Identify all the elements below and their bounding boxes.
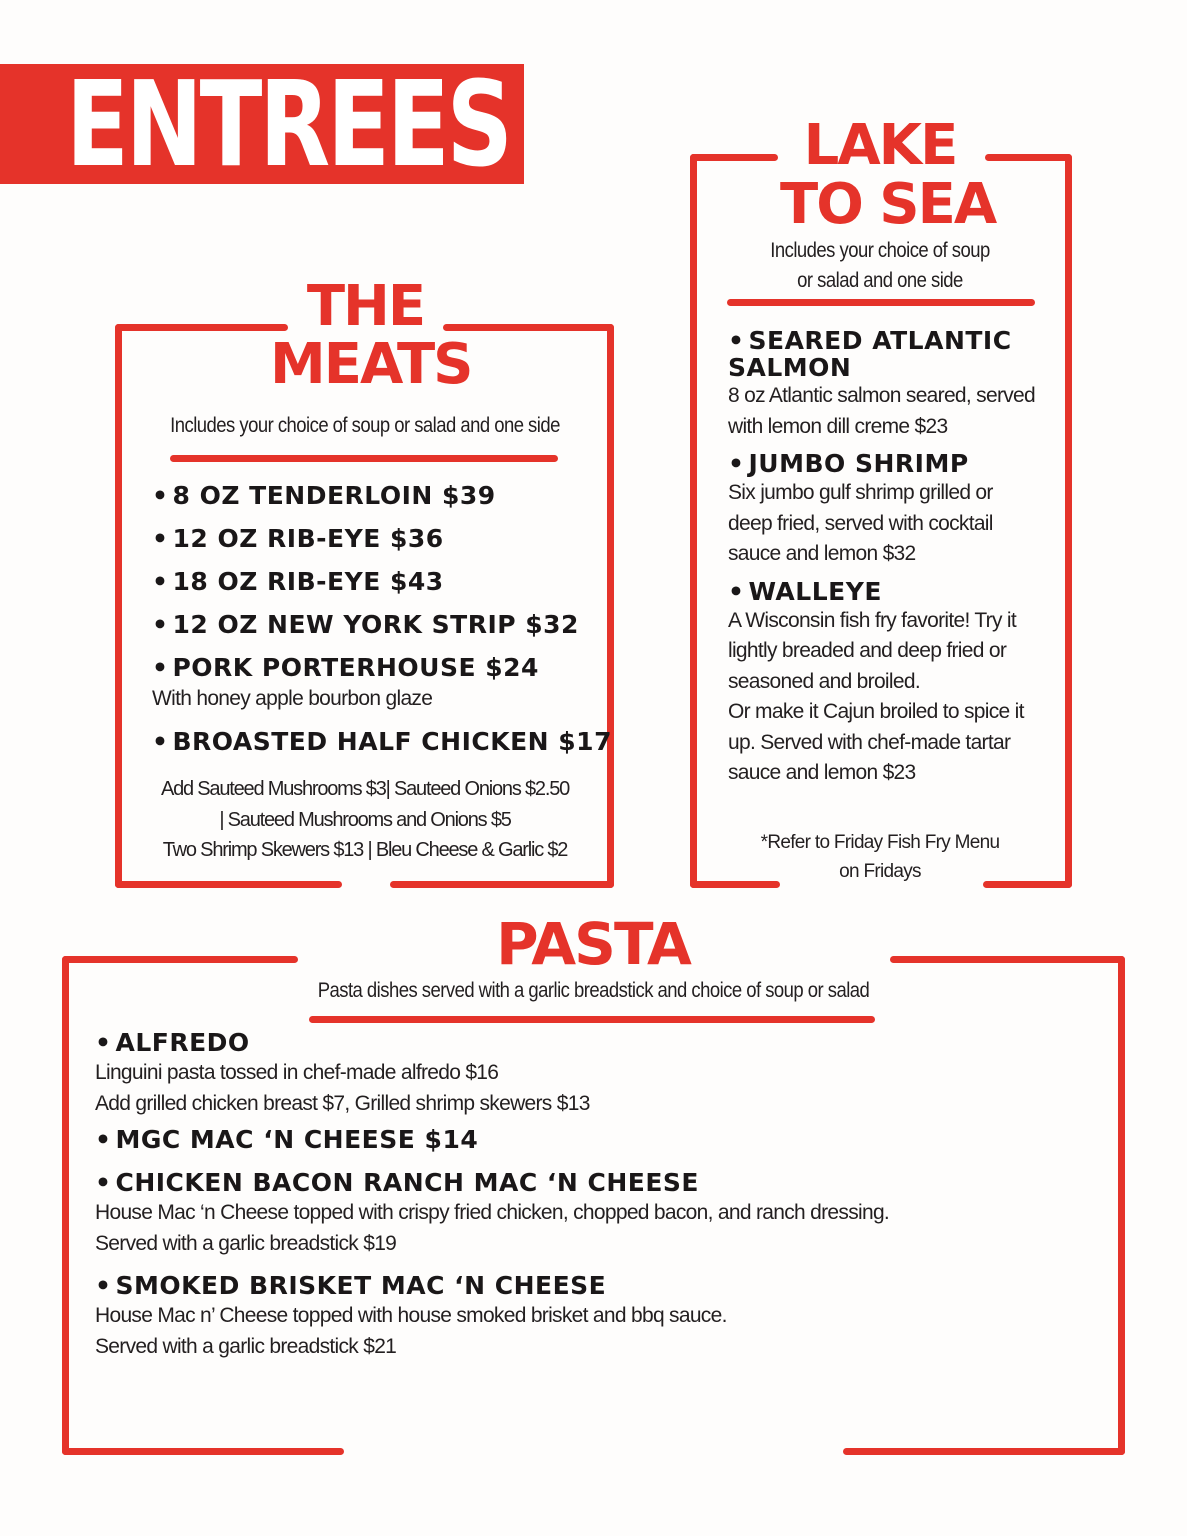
meats-frame-top-right [443,324,614,331]
menu-item-description: House Mac n’ Cheese topped with house smoked brisket and bbq sauce. Served with a garlic breadstick $21 [95,1304,727,1358]
menu-item-title: • MGC MAC ‘N CHEESE $14 [95,1125,479,1154]
menu-item-title: • 12 OZ NEW YORK STRIP $32 [152,610,579,639]
bullet-icon: • [152,727,169,756]
meats-title-line2: MEATS [270,332,472,397]
menu-item-title: SALMON [728,353,852,382]
pasta-frame-top-right [890,956,1125,963]
menu-item-description: 8 oz Atlantic salmon seared, served with lemon dill creme $23 [728,384,1036,438]
addon-line: | Sauteed Mushrooms and Onions $5 [219,808,511,831]
bullet-icon: • [152,481,169,510]
page-title: ENTREES [66,55,510,193]
addon-line: Two Shrimp Skewers $13 | Bleu Cheese & Garlic $2 [162,839,568,861]
sea-subtitle: Includes your choice of soup or salad and one side [770,239,990,292]
pasta-subtitle: Pasta dishes served with a garlic breadstick and choice of soup or salad [317,979,870,1002]
pasta-frame-bottom-left [62,1448,344,1455]
menu-item-title: • PORK PORTERHOUSE $24 [152,653,539,682]
sea-frame-top-right [985,154,1072,161]
bullet-icon: • [728,576,745,606]
bullet-icon: • [95,1168,112,1197]
pasta-frame-left [62,956,69,1455]
pasta-frame-bottom-right [843,1448,1125,1455]
meats-frame-bottom-left [115,881,342,888]
bullet-icon: • [728,326,745,355]
meats-frame-top-left [115,324,288,331]
bullet-icon: • [728,449,745,478]
menu-item-title: • SMOKED BRISKET MAC ‘N CHEESE [95,1271,607,1300]
menu-item-title: • SEARED ATLANTIC [728,326,1012,355]
sea-frame-right [1065,154,1072,888]
menu-item-description: A Wisconsin fish fry favorite! Try it lightly breaded and deep fried or seasoned and broiled. Or make it Cajun broiled to spice it up. Served with chef-made tartar sauce and lemon $23 [728,608,1024,784]
menu-item-title: • 8 OZ TENDERLOIN $39 [152,481,496,510]
menu-item-description: With honey apple bourbon glaze [152,687,433,710]
menu-item-description: House Mac ‘n Cheese topped with crispy fried chicken, chopped bacon, and ranch dressing. Served with a garlic breadstick $19 [95,1201,890,1255]
menu-item-title: • ALFREDO [95,1028,250,1057]
menu-item-title: • 18 OZ RIB-EYE $43 [152,567,444,596]
fish-fry-note: *Refer to Friday Fish Fry Menu on Fridays [760,832,1000,882]
bullet-icon: • [152,653,169,682]
menu-item-title: • CHICKEN BACON RANCH MAC ‘N CHEESE [95,1168,700,1197]
bullet-icon: • [152,610,169,639]
pasta-frame-top-left [62,956,298,963]
meats-item-list [152,478,612,760]
menu-item-description: Six jumbo gulf shrimp grilled or deep fried, served with cocktail sauce and lemon $32 [728,481,993,565]
pasta-subtitle-divider [309,1016,875,1023]
sea-frame-top-left [690,154,778,161]
pasta-frame-right [1118,956,1125,1455]
sea-title-line2: TO SEA [780,172,996,237]
bullet-icon: • [95,1271,112,1300]
menu-item-title: • 12 OZ RIB-EYE $36 [152,524,444,553]
pasta-item-list [95,1028,1105,1362]
menu-item-title: • WALLEYE [728,576,882,606]
meats-subtitle: Includes your choice of soup or salad and one side [170,414,560,437]
bullet-icon: • [152,567,169,596]
menu-item-title: • BROASTED HALF CHICKEN $17 [152,727,612,756]
meats-frame-bottom-right [390,881,614,888]
sea-subtitle-divider [727,299,1035,306]
bullet-icon: • [95,1028,112,1057]
meats-subtitle-divider [170,455,558,462]
bullet-icon: • [152,524,169,553]
sea-title-line1: LAKE [803,113,957,178]
pasta-title: PASTA [496,910,690,978]
sea-item-list [728,327,1063,789]
menu-item-description: Linguini pasta tossed in chef-made alfredo $16 Add grilled chicken breast $7, Grilled shrimp skewers $13 [95,1061,590,1115]
meats-addons [115,774,615,866]
addon-line: Add Sauteed Mushrooms $3| Sauteed Onions $2.50 [160,778,570,800]
entrees-banner [0,55,524,193]
meats-title-line1: THE [306,274,425,339]
sea-frame-left [690,154,697,888]
menu-item-title: • JUMBO SHRIMP [728,449,969,478]
bullet-icon: • [95,1125,112,1154]
